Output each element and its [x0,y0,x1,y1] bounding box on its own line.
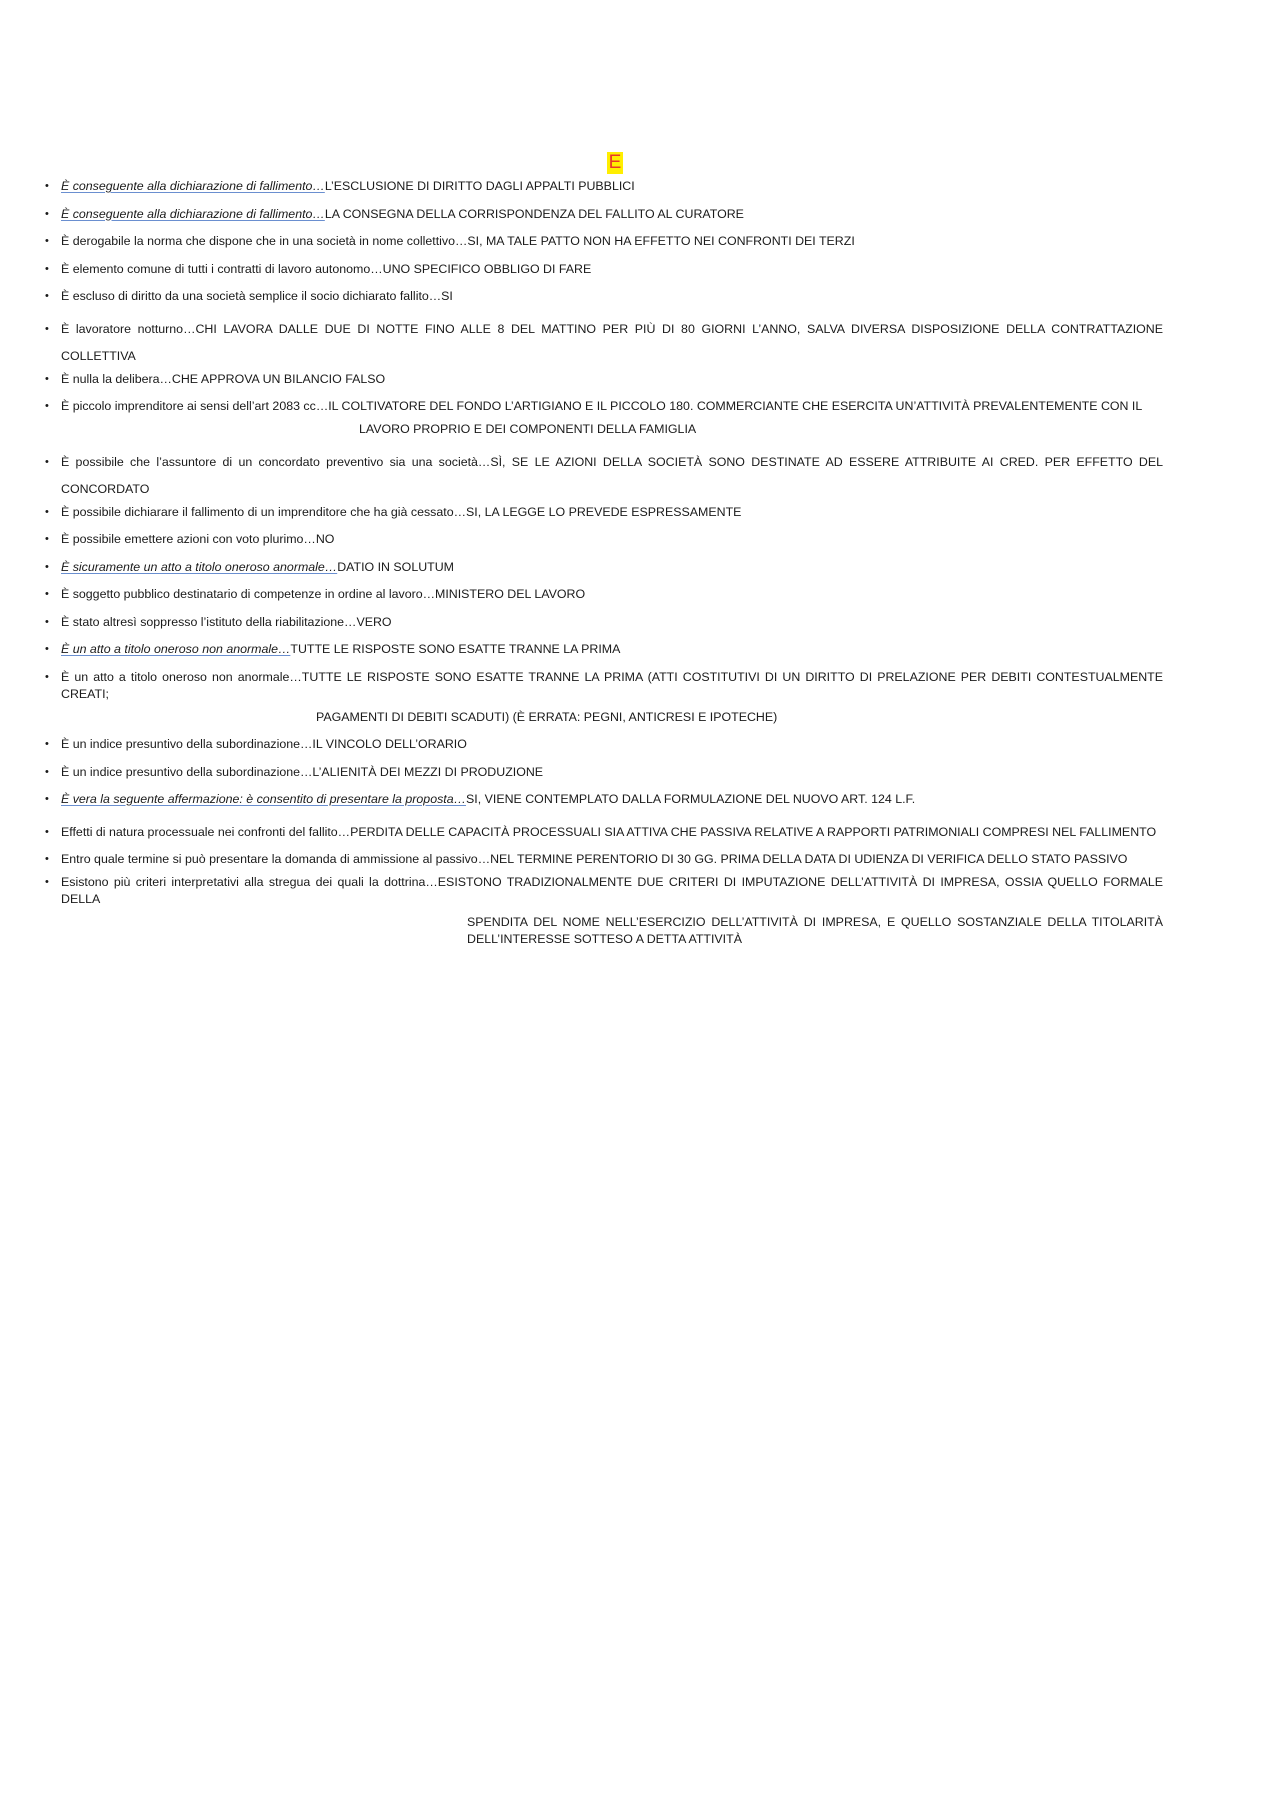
question-text: È un indice presuntivo della subordinazione… [61,764,313,779]
list-item [45,261,1163,278]
list-item [45,559,1163,576]
answer-text: L’ESCLUSIONE DI DIRITTO DAGLI APPALTI PUBBLICI [324,179,635,193]
heading-container [0,152,1230,174]
answer-text: SI, VIENE CONTEMPLATO DALLA FORMULAZIONE DEL NUOVO ART. 124 L.F. [466,792,916,806]
bullet-icon: • [45,322,49,335]
answer-text: VERO [356,614,392,629]
list-item [45,819,1163,847]
question-text: È elemento comune di tutti i contratti di lavoro autonomo… [61,261,383,276]
question-text: È conseguente alla dichiarazione di fallimento… [61,179,325,193]
bullet-icon: • [45,670,49,683]
answer-text: CHI LAVORA DALLE DUE DI NOTTE FINO ALLE 8 DEL MATTINO PER PIÙ DI 80 GIORNI L’ANNO, SALVA DIVERSA DISPOSIZIONE DELLA CONTRATTAZIONE COLLETTIVA [61,321,1164,363]
bullet-icon: • [45,853,49,865]
qa-list [45,178,1163,958]
answer-text: SI [441,289,453,303]
bullet-icon: • [45,738,49,750]
bullet-icon: • [45,560,49,573]
answer-text: SI, MA TALE PATTO NON HA EFFETTO NEI CONFRONTI DEI TERZI [467,234,855,248]
list-item [45,316,1163,371]
list-item [45,504,1163,521]
list-item [45,791,1163,808]
list-item [45,641,1163,658]
bullet-icon: • [45,643,49,655]
answer-text: TUTTE LE RISPOSTE SONO ESATTE TRANNE LA PRIMA (ATTI COSTITUTIVI DI UN DIRITTO DI PRELAZIONE PER DEBITI CONTESTUALMENTE CREATI; [61,669,1164,701]
question-text: È vera la seguente affermazione: è consentito di presentare la proposta… [61,792,467,806]
list-item [45,449,1163,504]
list-item [45,764,1163,781]
list-item [45,614,1163,631]
question-text: È soggetto pubblico destinatario di competenze in ordine al lavoro… [61,587,436,601]
list-item [45,206,1163,223]
question-text: È escluso di diritto da una società semplice il socio dichiarato fallito… [61,289,442,303]
question-text: È lavoratore notturno… [61,321,196,336]
answer-continuation: PAGAMENTI DI DEBITI SCADUTI) (È ERRATA: PEGNI, ANTICRESI E IPOTECHE) [316,709,778,724]
question-text: È stato altresì soppresso l’istituto della riabilitazione… [61,614,357,629]
answer-text: ESISTONO TRADIZIONALMENTE DUE CRITERI DI IMPUTAZIONE DELL’ATTIVITÀ DI IMPRESA, OSSIA QUELLO FORMALE DELLA [61,874,1164,906]
bullet-icon: • [45,207,49,220]
answer-text: NEL TERMINE PERENTORIO DI 30 GG. PRIMA DELLA DATA DI UDIENZA DI VERIFICA DELLO STATO PASSIVO [490,852,1128,866]
answer-continuation: SPENDITA DEL NOME NELL’ESERCIZIO DELL’ATTIVITÀ DI IMPRESA, E QUELLO SOSTANZIALE DELLA TITOLARITÀ DELL’INTERESSE SOTTESO A DETTA ATTIVITÀ [467,914,1163,946]
answer-text: L’ALIENITÀ DEI MEZZI DI PRODUZIONE [312,764,544,779]
bullet-icon: • [45,235,49,247]
bullet-icon: • [45,588,49,600]
answer-text: IL COLTIVATORE DEL FONDO L’ARTIGIANO E IL PICCOLO 180. COMMERCIANTE CHE ESERCITA UN’ATTIVITÀ PREVALENTEMENTE CON IL [328,399,1143,413]
answer-text: LA CONSEGNA DELLA CORRISPONDENZA DEL FALLITO AL CURATORE [324,206,744,221]
answer-text: PERDITA DELLE CAPACITÀ PROCESSUALI SIA ATTIVA CHE PASSIVA RELATIVE A RAPPORTI PATRIMONIALI COMPRESI NEL FALLIMENTO [350,824,1157,839]
question-text: È un atto a titolo oneroso non anormale… [61,642,291,656]
question-text: È derogabile la norma che dispone che in una società in nome collettivo… [61,234,468,248]
list-item [45,288,1163,305]
bullet-icon: • [45,765,49,778]
list-item [45,846,1163,874]
answer-text: TUTTE LE RISPOSTE SONO ESATTE TRANNE LA PRIMA [290,642,621,656]
bullet-icon: • [45,372,49,385]
question-text: È possibile dichiarare il fallimento di un imprenditore che ha già cessato… [61,504,466,519]
list-item [45,371,1163,388]
question-text: È un atto a titolo oneroso non anormale… [61,669,302,684]
bullet-icon: • [45,793,49,805]
answer-text: UNO SPECIFICO OBBLIGO DI FARE [382,261,592,276]
question-text: Entro quale termine si può presentare la domanda di ammissione al passivo… [61,852,491,866]
question-text: È possibile emettere azioni con voto plurimo… [61,532,316,546]
list-item [45,531,1163,548]
list-item [45,398,1163,438]
list-item [45,233,1163,250]
bullet-icon: • [45,533,49,545]
question-text: È sicuramente un atto a titolo oneroso anormale… [61,559,338,574]
question-text: Esistono più criteri interpretativi alla stregua dei quali la dottrina… [61,874,438,889]
list-item [45,178,1163,195]
answer-text: SÌ, SE LE AZIONI DELLA SOCIETÀ SONO DESTINATE AD ESSERE ATTRIBUITE AI CRED. PER EFFETTO DEL CONCORDATO [61,454,1163,496]
section-letter-heading: E [608,152,622,173]
answer-text: DATIO IN SOLUTUM [337,559,454,574]
bullet-icon: • [45,262,49,275]
answer-text: NO [315,532,335,546]
list-item [45,736,1163,753]
bullet-icon: • [45,455,49,468]
bullet-icon: • [45,505,49,518]
bullet-icon: • [45,400,49,412]
question-text: È piccolo imprenditore ai sensi dell’art 2083 cc… [61,399,329,413]
question-text: È conseguente alla dichiarazione di fallimento… [61,206,325,221]
bullet-icon: • [45,825,49,838]
question-text: È possibile che l’assuntore di un concordato preventivo sia una società… [61,454,491,469]
answer-text: MINISTERO DEL LAVORO [435,587,586,601]
question-text: Effetti di natura processuale nei confronti del fallito… [61,824,351,839]
answer-text: CHE APPROVA UN BILANCIO FALSO [171,371,386,386]
bullet-icon: • [45,875,49,888]
answer-text: IL VINCOLO DELL’ORARIO [312,737,467,751]
list-item [45,669,1163,726]
answer-text: SI, LA LEGGE LO PREVEDE ESPRESSAMENTE [465,504,742,519]
list-item [45,586,1163,603]
answer-continuation: LAVORO PROPRIO E DEI COMPONENTI DELLA FAMIGLIA [359,422,697,436]
bullet-icon: • [45,180,49,192]
bullet-icon: • [45,290,49,302]
list-item [45,874,1163,948]
question-text: È un indice presuntivo della subordinazione… [61,737,313,751]
question-text: È nulla la delibera… [61,371,172,386]
bullet-icon: • [45,615,49,628]
